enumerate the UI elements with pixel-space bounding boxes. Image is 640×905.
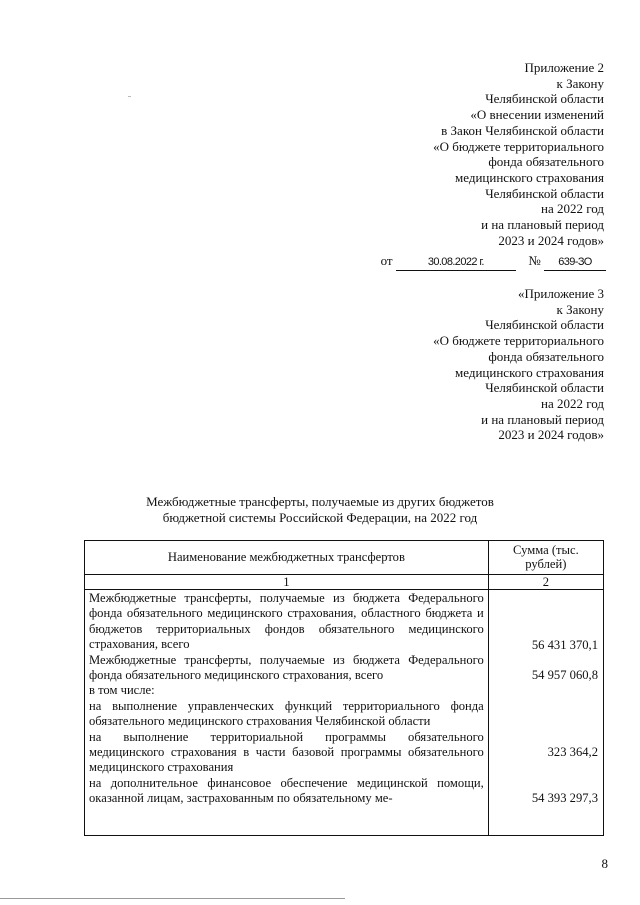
law-date-number-line (381, 253, 606, 271)
table-header-row (85, 541, 604, 575)
appendix-2-line: «О бюджете территориального (433, 138, 604, 154)
title-line-1: Межбюджетные трансферты, получаемые из других бюджетов (146, 494, 494, 509)
transfers-table (84, 540, 604, 836)
appendix-3-line: Челябинской области (485, 380, 604, 396)
appendix-2-line: Челябинской области (485, 185, 604, 201)
title-line-2: бюджетной системы Российской Федерации, на 2022 год (162, 510, 478, 525)
appendix-2-line: и на плановый период (481, 217, 604, 233)
appendix-2-header (433, 60, 604, 248)
appendix-2-line: Челябинской области (485, 91, 604, 107)
appendix-3-header (433, 286, 604, 443)
number-label: № (528, 253, 541, 268)
table-row-text: Межбюджетные трансферты, получаемые из бюджета Федерального фонда обязательного медицинского страхования, всего (89, 652, 484, 683)
table-row-value: 54 957 060,8 (531, 668, 598, 682)
appendix-2-line: фонда обязательного (488, 154, 604, 170)
appendix-2-line: к Закону (556, 75, 604, 91)
table-row-text: на дополнительное финансовое обеспечение медицинской помощи, оказанной лицам, застрахованным по обязательному ме- (89, 775, 484, 806)
table-row-text: на выполнение управленческих функций территориального фонда обязательного медицинского страхования Челябинской области (89, 698, 484, 729)
page-number: 8 (601, 856, 608, 871)
ot-label: от (380, 253, 393, 268)
appendix-3-line: к Закону (556, 301, 604, 317)
table-row-text: на выполнение территориальной программы обязательного медицинского страхования в части базовой программы обязательного медицинского страхования (89, 729, 484, 775)
transfers-values-cell (488, 590, 603, 836)
appendix-3-line: на 2022 год (541, 395, 604, 411)
appendix-2-line: «О внесении изменений (470, 107, 604, 123)
table-row-text: Межбюджетные трансферты, получаемые из бюджета Федерального фонда обязательного медицинского страхования, областного бюджета и бюджетов территориальных фондов обязательного медицинского страхования, всего (89, 591, 484, 652)
appendix-2-line: на 2022 год (541, 201, 604, 217)
table-row-value: 54 393 297,3 (531, 791, 598, 805)
appendix-3-line: и на плановый период (481, 411, 604, 427)
law-date: 30.08.2022 г. (396, 255, 516, 271)
appendix-3-line: «О бюджете территориального (433, 333, 604, 349)
footer-rule (0, 898, 345, 899)
column-number-2: 2 (488, 575, 603, 590)
table-body-row (85, 590, 604, 836)
appendix-3-line: медицинского страхования (455, 364, 604, 380)
appendix-2-line: в Закон Челябинской области (441, 122, 604, 138)
appendix-3-line: фонда обязательного (488, 348, 604, 364)
appendix-3-line: 2023 и 2024 годов» (498, 427, 604, 443)
appendix-2-line: 2023 и 2024 годов» (498, 232, 604, 248)
appendix-2-line: медицинского страхования (455, 169, 604, 185)
header-name: Наименование межбюджетных трансфертов (85, 541, 489, 575)
header-sum (488, 541, 603, 575)
appendix-3-line: «Приложение 3 (517, 286, 604, 301)
header-sum-text: Сумма (тыс. рублей) (513, 543, 579, 571)
column-number-1: 1 (85, 575, 489, 590)
document-title (0, 494, 640, 526)
transfers-description-cell (85, 590, 489, 836)
column-number-row (85, 575, 604, 590)
table-row-text: в том числе: (89, 683, 155, 698)
table-row-value: 56 431 370,1 (531, 638, 598, 652)
law-number: 639-ЗО (544, 255, 606, 271)
appendix-2-line: Приложение 2 (524, 60, 604, 75)
scan-mark (128, 96, 131, 97)
table-row-value: 323 364,2 (547, 745, 598, 759)
appendix-3-line: Челябинской области (485, 317, 604, 333)
